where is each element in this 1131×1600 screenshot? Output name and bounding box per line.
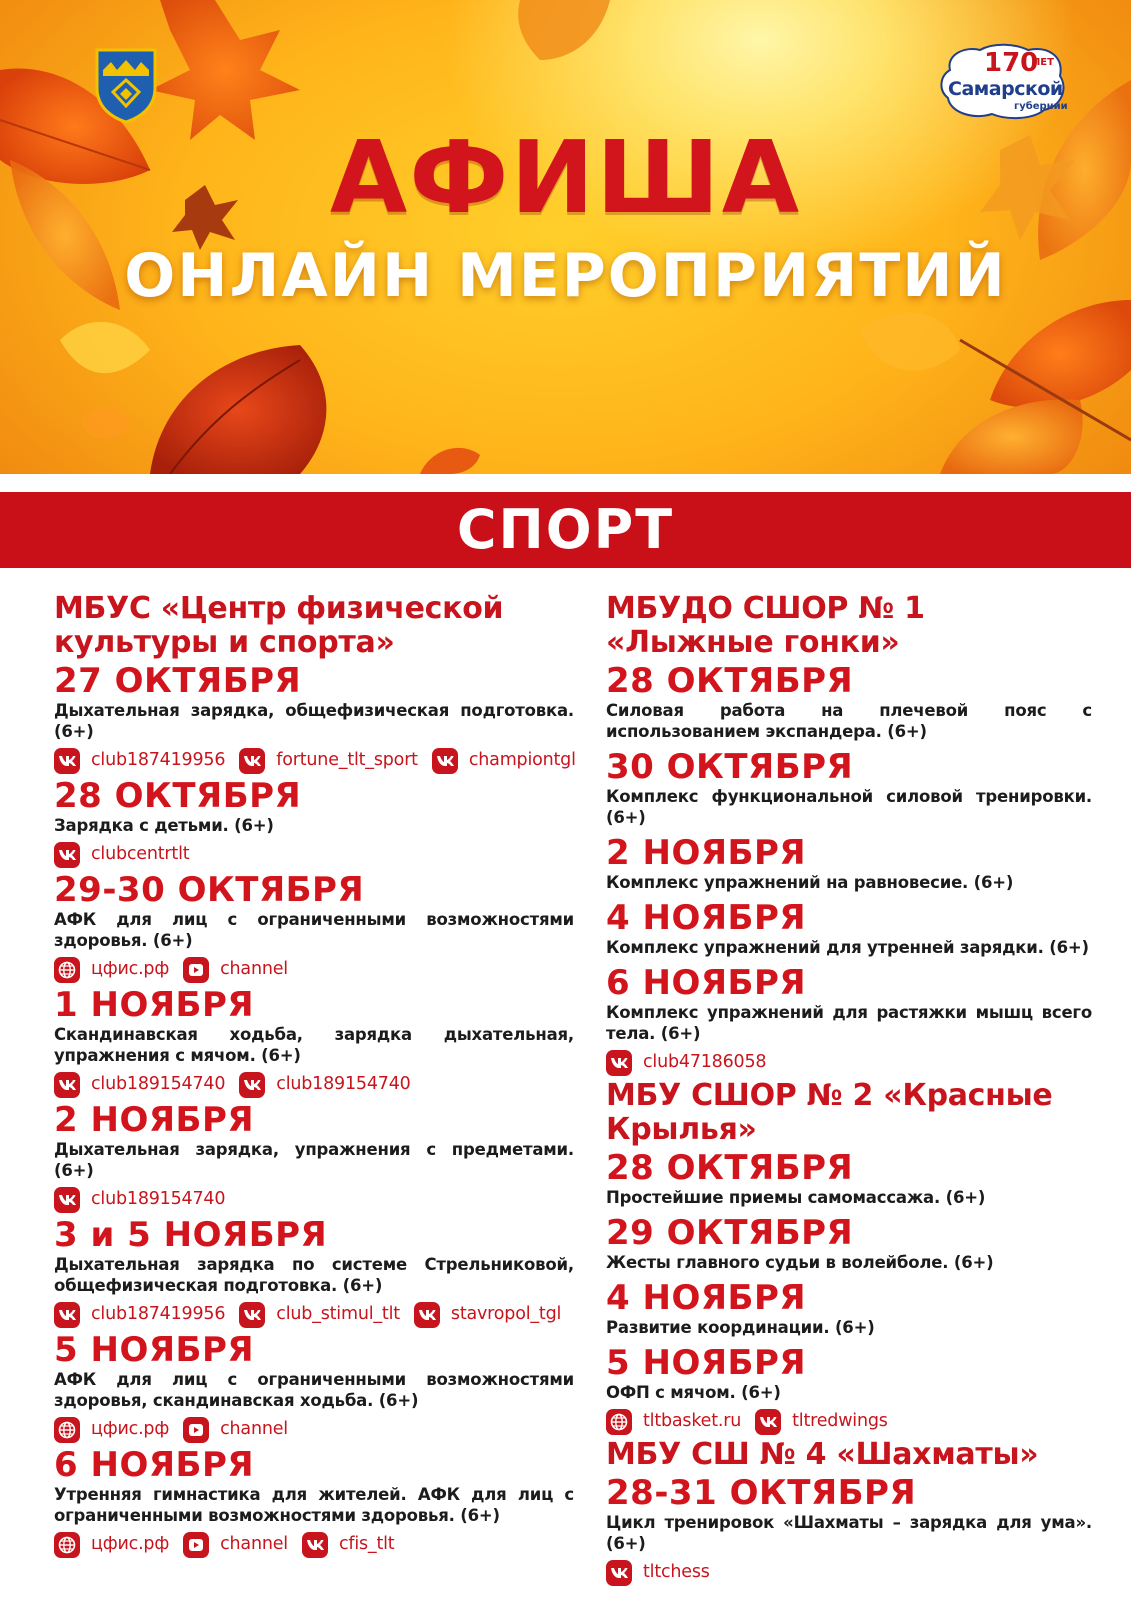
event-spacer — [606, 1208, 1092, 1212]
vk-icon — [54, 1187, 80, 1213]
links-row — [54, 841, 574, 869]
vk-icon — [606, 1050, 632, 1076]
event-description: Дыхательная зарядка, общефизическая подготовка. (6+) — [54, 701, 574, 741]
event-spacer — [606, 958, 1092, 962]
organization-title: МБУДО СШОР № 1 «Лыжные гонки» — [606, 591, 925, 660]
links-row — [606, 1049, 1092, 1077]
event-date: 3 и 5 НОЯБРЯ — [54, 1215, 328, 1255]
event-date: 5 НОЯБРЯ — [606, 1343, 807, 1383]
event-description: Скандинавская ходьба, зарядка дыхательная, упражнения с мячом. (6+) — [54, 1025, 574, 1065]
link-vk[interactable] — [54, 1072, 225, 1098]
link-globe[interactable] — [54, 957, 169, 983]
event-date: 29 ОКТЯБРЯ — [606, 1213, 854, 1253]
event-spacer — [606, 828, 1092, 832]
links-row — [54, 1416, 574, 1444]
anniversary-number: 170 — [984, 48, 1039, 78]
globe-icon — [54, 1417, 80, 1443]
section-band — [0, 492, 1131, 568]
event-description: Цикл тренировок «Шахматы – зарядка для ума». (6+) — [606, 1513, 1092, 1553]
anniversary-region: губернии — [1014, 101, 1068, 112]
link-youtube[interactable] — [183, 957, 288, 983]
event-date: 28 ОКТЯБРЯ — [606, 661, 854, 701]
event-date: 28-31 ОКТЯБРЯ — [606, 1473, 917, 1513]
link-text: tltbasket.ru — [643, 1411, 742, 1432]
link-text: cfis_tlt — [338, 1534, 395, 1555]
vk-icon — [302, 1532, 328, 1558]
link-text: fortune_tlt_sport — [276, 750, 418, 771]
event-spacer — [606, 893, 1092, 897]
link-text: channel — [220, 1419, 288, 1440]
link-text: club_stimul_tlt — [276, 1304, 400, 1325]
youtube-icon — [183, 1417, 209, 1443]
vk-icon — [606, 1560, 632, 1586]
event-date: 6 НОЯБРЯ — [54, 1445, 255, 1485]
link-text: stavropol_tgl — [450, 1304, 562, 1325]
link-text: clubcentrtlt — [91, 844, 190, 865]
event-date: 4 НОЯБРЯ — [606, 898, 807, 938]
link-text: tltchess — [643, 1562, 710, 1583]
link-youtube[interactable] — [183, 1532, 288, 1558]
event-date: 27 ОКТЯБРЯ — [54, 661, 302, 701]
anniversary-name: Самарской — [948, 78, 1063, 100]
event-date: 1 НОЯБРЯ — [54, 985, 255, 1025]
poster-title: АФИША — [329, 119, 802, 236]
event-description: Утренняя гимнастика для жителей. АФК для лиц с ограниченными возможностями здоровья. (6+) — [54, 1485, 574, 1525]
youtube-icon — [183, 957, 209, 983]
links-row — [606, 1559, 1092, 1587]
event-date: 28 ОКТЯБРЯ — [54, 776, 302, 816]
link-text: channel — [220, 959, 288, 980]
youtube-icon — [183, 1532, 209, 1558]
event-description: Простейшие приемы самомассажа. (6+) — [606, 1188, 986, 1207]
event-date: 30 ОКТЯБРЯ — [606, 747, 854, 787]
event-spacer — [606, 1338, 1092, 1342]
event-description: Зарядка с детьми. (6+) — [54, 816, 274, 835]
link-vk[interactable] — [54, 842, 189, 868]
link-youtube[interactable] — [183, 1417, 288, 1443]
link-vk[interactable] — [606, 1560, 710, 1586]
right-column — [606, 592, 1092, 1589]
vk-icon — [414, 1302, 440, 1328]
event-date: 2 НОЯБРЯ — [54, 1100, 255, 1140]
event-description: АФК для лиц с ограниченными возможностями здоровья, скандинавская ходьба. (6+) — [54, 1370, 574, 1410]
left-column — [54, 592, 574, 1561]
links-row — [54, 1071, 574, 1099]
event-date: 2 НОЯБРЯ — [606, 833, 807, 873]
event-description: Комплекс упражнений для растяжки мышц всего тела. (6+) — [606, 1003, 1092, 1043]
link-text: цфис.рф — [91, 959, 170, 980]
event-date: 5 НОЯБРЯ — [54, 1330, 255, 1370]
links-row — [54, 956, 574, 984]
link-vk[interactable] — [432, 748, 576, 774]
link-text: tltredwings — [792, 1411, 888, 1432]
link-text: championtgl — [468, 750, 576, 771]
organization-title: МБУ СШОР № 2 «Красные Крылья» — [606, 1078, 1053, 1147]
vk-icon — [432, 748, 458, 774]
link-vk[interactable] — [414, 1302, 561, 1328]
event-description: Силовая работа на плечевой пояс с использованием экспандера. (6+) — [606, 701, 1092, 741]
link-vk[interactable] — [755, 1409, 888, 1435]
event-description: Дыхательная зарядка по системе Стрельниковой, общефизическая подготовка. (6+) — [54, 1255, 574, 1295]
event-description: АФК для лиц с ограниченными возможностями здоровья. (6+) — [54, 910, 574, 950]
event-description: Комплекс функциональной силовой тренировки. (6+) — [606, 787, 1092, 827]
link-vk[interactable] — [302, 1532, 395, 1558]
link-vk[interactable] — [54, 748, 225, 774]
link-text: club187419956 — [91, 1304, 226, 1325]
vk-icon — [239, 748, 265, 774]
link-text: club47186058 — [643, 1052, 767, 1073]
vk-icon — [54, 1302, 80, 1328]
links-row — [54, 1186, 574, 1214]
vk-icon — [239, 1302, 265, 1328]
links-row — [54, 1301, 574, 1329]
link-text: channel — [220, 1534, 288, 1555]
link-vk[interactable] — [239, 748, 418, 774]
link-text: цфис.рф — [91, 1534, 170, 1555]
event-date: 29-30 ОКТЯБРЯ — [54, 870, 365, 910]
event-date: 28 ОКТЯБРЯ — [606, 1148, 854, 1188]
event-description: Комплекс упражнений на равновесие. (6+) — [606, 873, 1014, 892]
section-title: СПОРТ — [456, 498, 675, 561]
organization-title: МБУС «Центр физической культуры и спорта» — [54, 591, 504, 660]
link-vk[interactable] — [239, 1302, 400, 1328]
links-row — [54, 747, 574, 775]
link-globe[interactable] — [54, 1532, 169, 1558]
links-row — [54, 1531, 574, 1559]
anniversary-years: ЛЕТ — [1032, 57, 1054, 68]
event-description: Дыхательная зарядка, упражнения с предметами. (6+) — [54, 1140, 574, 1180]
samara-170-years-logo — [936, 40, 1070, 124]
vk-icon — [54, 748, 80, 774]
vk-icon — [239, 1072, 265, 1098]
link-vk[interactable] — [54, 1302, 225, 1328]
link-vk[interactable] — [606, 1050, 766, 1076]
event-description: Жесты главного судьи в волейболе. (6+) — [606, 1253, 994, 1272]
event-description: Развитие координации. (6+) — [606, 1318, 875, 1337]
globe-icon — [54, 1532, 80, 1558]
vk-icon — [54, 1072, 80, 1098]
event-description: ОФП с мячом. (6+) — [606, 1383, 781, 1402]
event-spacer — [606, 1273, 1092, 1277]
link-text: club189154740 — [91, 1189, 226, 1210]
organization-title: МБУ СШ № 4 «Шахматы» — [606, 1437, 1039, 1472]
event-date: 4 НОЯБРЯ — [606, 1278, 807, 1318]
link-text: club189154740 — [91, 1074, 226, 1095]
header-banner — [0, 0, 1131, 474]
vk-icon — [54, 842, 80, 868]
link-vk[interactable] — [54, 1187, 225, 1213]
globe-icon — [54, 957, 80, 983]
poster-subtitle: ОНЛАЙН МЕРОПРИЯТИЙ — [124, 241, 1007, 311]
vk-icon — [755, 1409, 781, 1435]
link-globe[interactable] — [54, 1417, 169, 1443]
event-spacer — [606, 742, 1092, 746]
link-vk[interactable] — [239, 1072, 410, 1098]
link-globe[interactable] — [606, 1409, 741, 1435]
link-text: цфис.рф — [91, 1419, 170, 1440]
event-description: Комплекс упражнений для утренней зарядки. (6+) — [606, 938, 1089, 957]
link-text: club189154740 — [276, 1074, 411, 1095]
globe-icon — [606, 1409, 632, 1435]
link-text: club187419956 — [91, 750, 226, 771]
city-coat-of-arms-icon — [95, 48, 157, 124]
event-date: 6 НОЯБРЯ — [606, 963, 807, 1003]
links-row — [606, 1408, 1092, 1436]
